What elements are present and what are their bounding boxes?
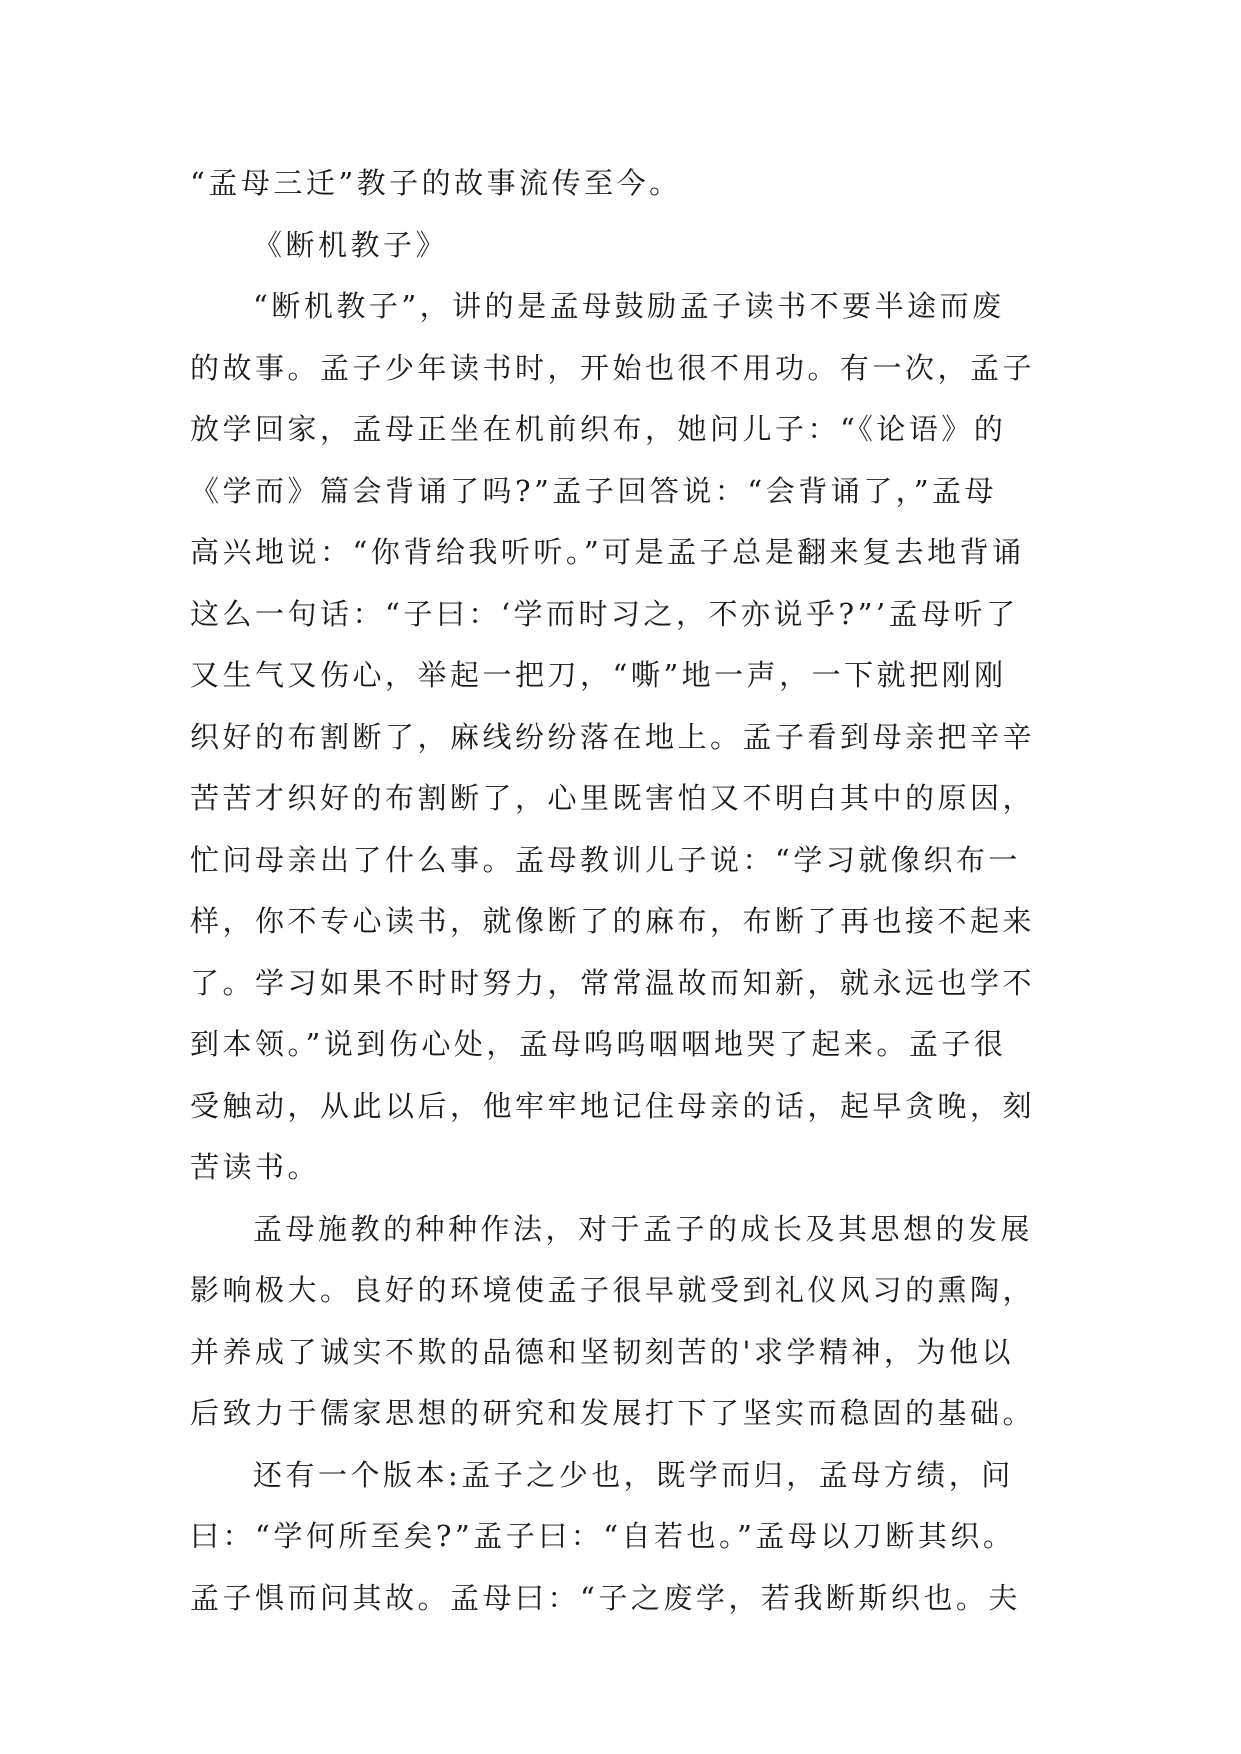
text-line: 高兴地说：“你背给我听听。”可是孟子总是翻来复去地背诵 [190,535,1025,569]
paragraph-start-line: 孟母施教的种种作法，对于孟子的成长及其思想的发展 [253,1211,1034,1246]
text-line: 《学而》篇会背诵了吗?”孟子回答说：“会背诵了，”孟母 [190,473,998,508]
text-line: 放学回家，孟母正坐在机前织布，她问儿子：“《论语》的 [190,412,1007,446]
text-line: 了。学习如果不时时努力，常常温故而知新，就永远也学不 [190,965,1036,1000]
text-line: 又生气又伤心，举起一把刀，“嘶”地一声，一下就把刚刚 [190,658,1007,692]
text-line: 苦读书。 [190,1150,321,1184]
text-line: 并养成了诚实不欺的品德和坚韧刻苦的'求学精神，为他以 [190,1334,1014,1369]
text-line: 到本领。”说到伤心处，孟母呜呜咽咽地哭了起来。孟子很 [190,1027,1007,1061]
text-line: 的故事。孟子少年读书时，开始也很不用功。有一次，孟子 [190,350,1036,385]
text-line: “孟母三迁”教子的故事流传至今。 [190,166,682,200]
text-line: 后致力于儒家思想的研究和发展打下了坚实而稳固的基础。 [190,1396,1036,1430]
text-line: 受触动，从此以后，他牢牢地记住母亲的话，起早贪晚，刻 [190,1088,1036,1123]
text-line: 样，你不专心读书，就像断了的麻布，布断了再也接不起来 [190,904,1036,938]
text-line: 曰：“学何所至矣?”孟子曰：“自若也。”孟母以刀断其织。 [190,1519,1016,1553]
section-heading: 《断机教子》 [253,227,449,262]
text-line: 这么一句话：“子曰：‘学而时习之，不亦说乎?”’孟母听了 [190,596,1019,631]
text-line: 忙问母亲出了什么事。孟母教训儿子说：“学习就像织布一 [190,842,1021,877]
text-line: 苦苦才织好的布割断了，心里既害怕又不明白其中的原因， [190,781,1036,815]
paragraph-start-line: 还有一个版本:孟子之少也，既学而归，孟母方绩，问 [253,1457,1014,1492]
text-line: 织好的布割断了，麻线纷纷落在地上。孟子看到母亲把辛辛 [190,719,1036,754]
paragraph-start-line: “断机教子”，讲的是孟母鼓励孟子读书不要半途而废 [253,289,1005,323]
text-line: 孟子惧而问其故。孟母曰：“子之废学，若我断斯织也。夫 [190,1580,1021,1615]
document-body [190,153,1054,1629]
text-line: 影响极大。良好的环境使孟子很早就受到礼仪风习的熏陶， [190,1273,1036,1307]
